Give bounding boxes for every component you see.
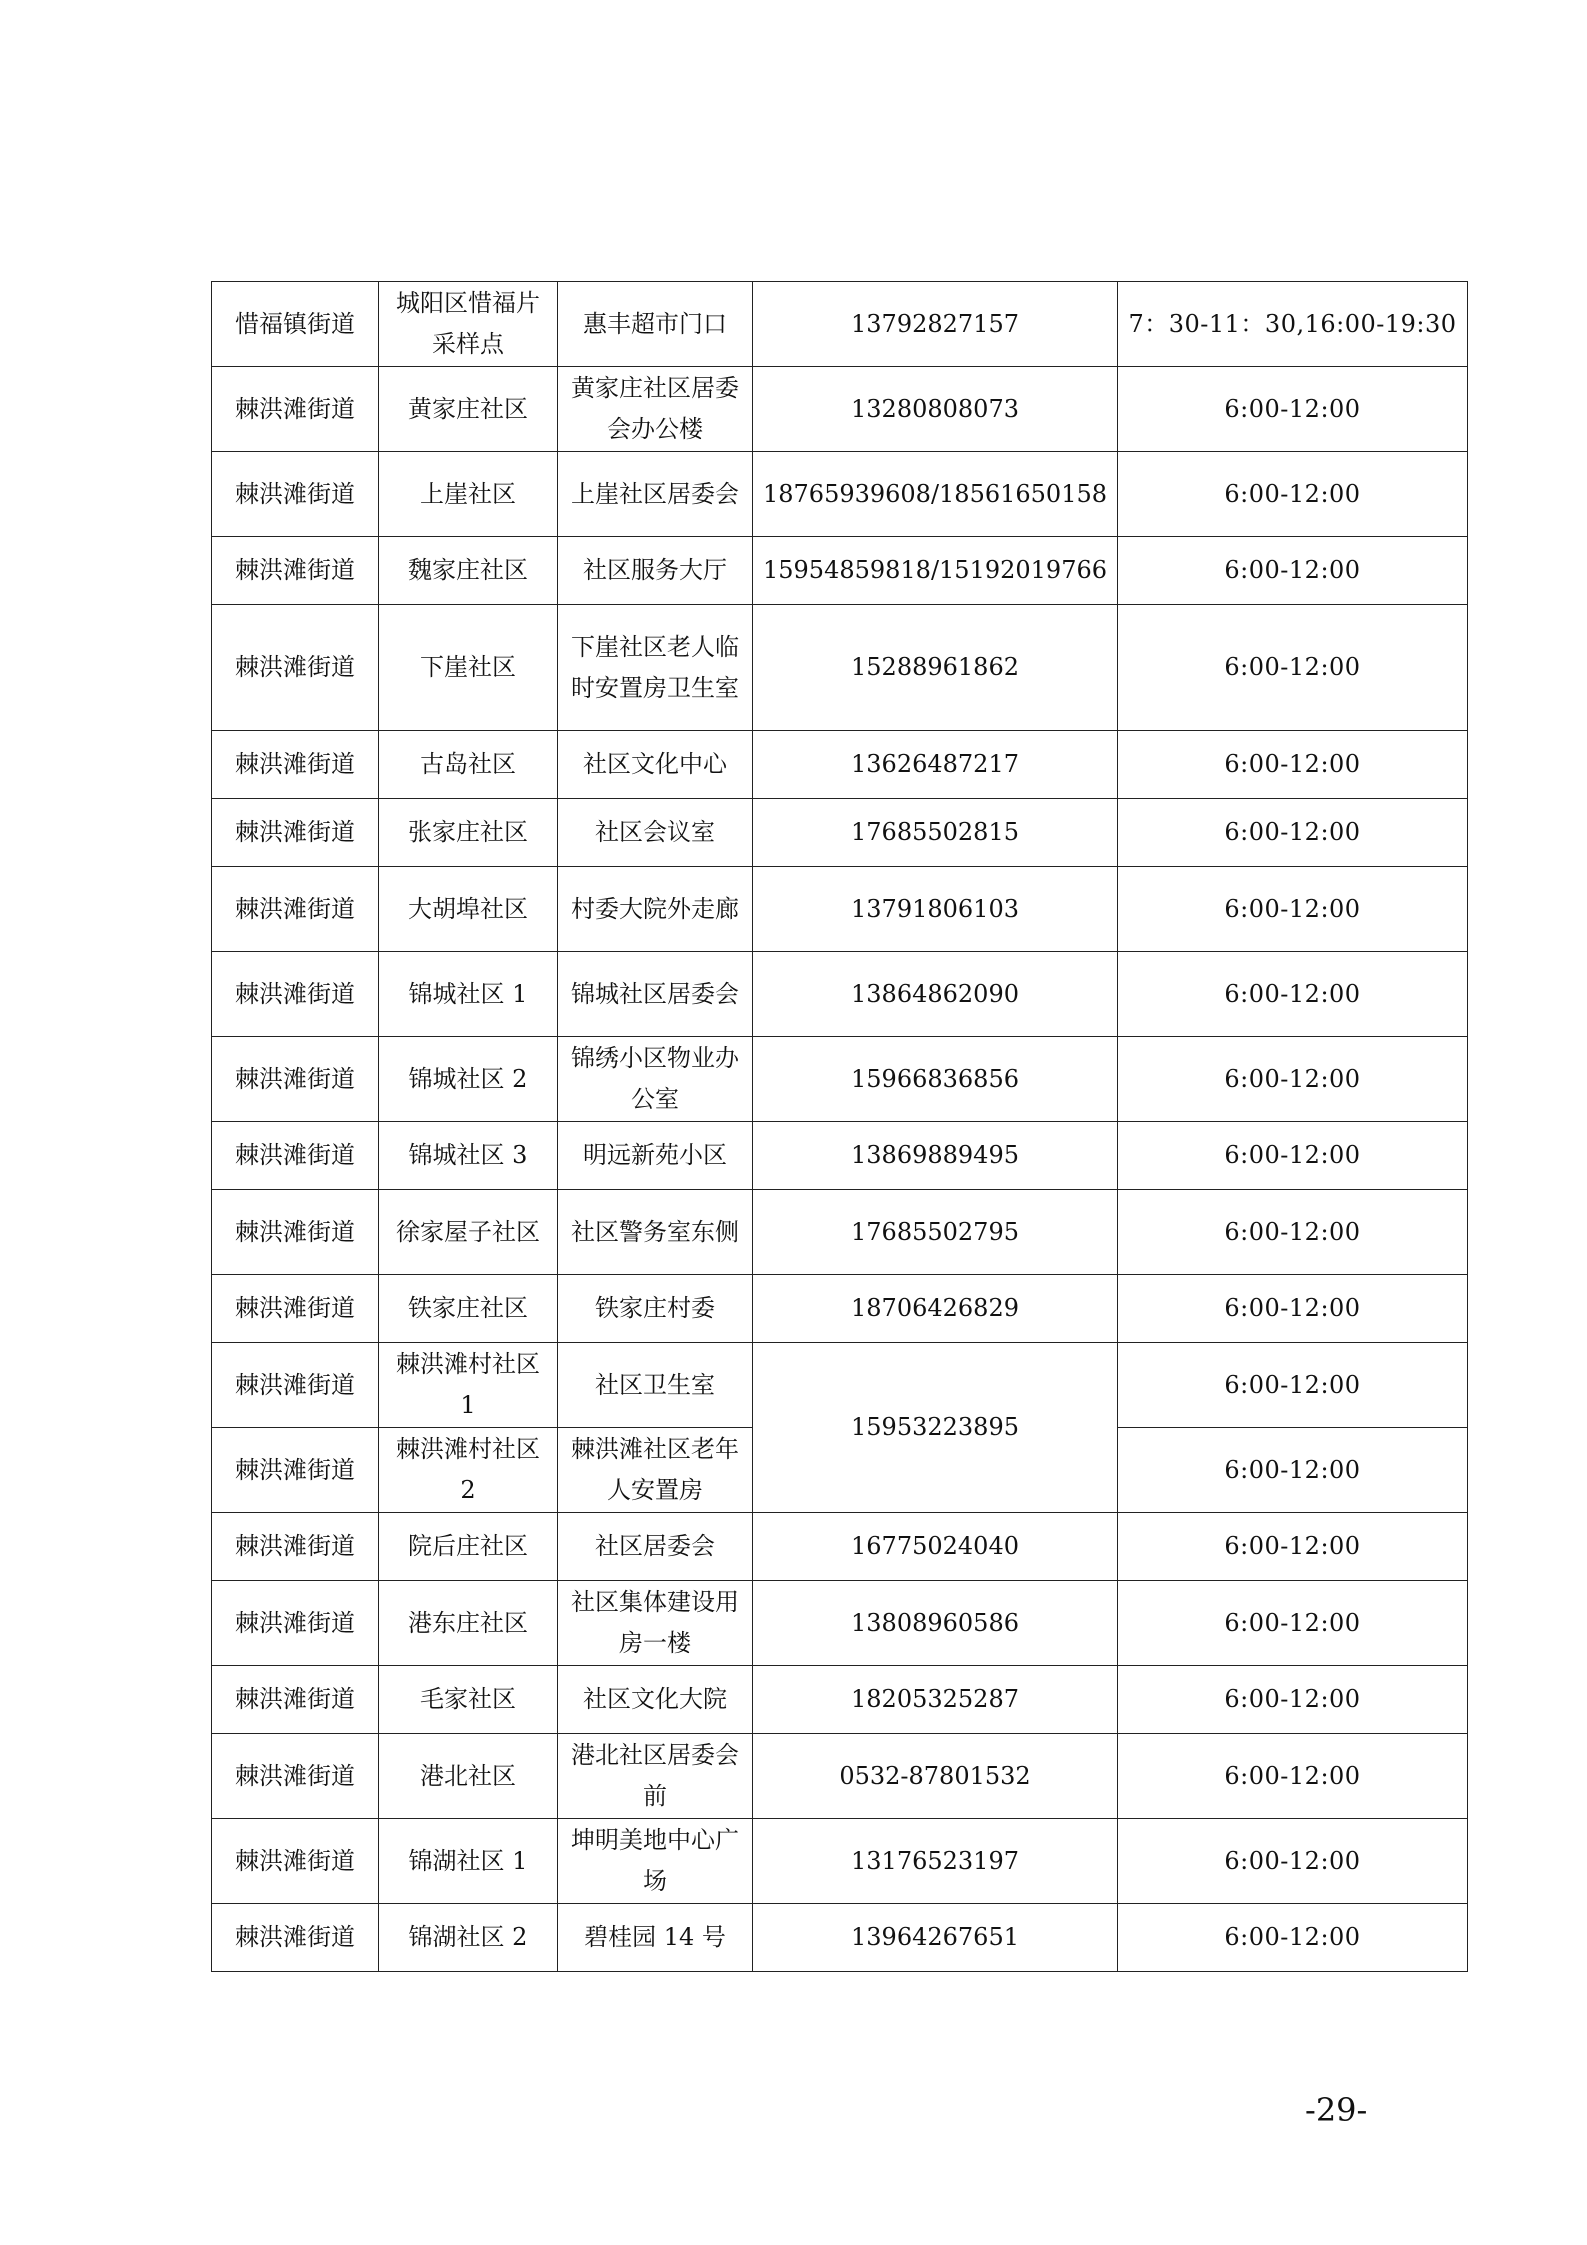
sampling-point-cell: 魏家庄社区	[379, 537, 558, 605]
street-cell: 棘洪滩街道	[212, 1190, 379, 1275]
phone-cell: 15288961862	[753, 605, 1118, 731]
location-cell: 碧桂园 14 号	[558, 1904, 753, 1972]
location-cell: 坤明美地中心广场	[558, 1819, 753, 1904]
location-cell: 社区文化中心	[558, 731, 753, 799]
hours-cell: 6:00-12:00	[1118, 1904, 1468, 1972]
hours-cell: 6:00-12:00	[1118, 1666, 1468, 1734]
table-row	[212, 1581, 1468, 1666]
table-row	[212, 282, 1468, 367]
street-cell: 惜福镇街道	[212, 282, 379, 367]
street-cell: 棘洪滩街道	[212, 1734, 379, 1819]
sampling-sites-table	[211, 281, 1468, 1972]
location-cell: 下崖社区老人临时安置房卫生室	[558, 605, 753, 731]
phone-cell: 15954859818/15192019766	[753, 537, 1118, 605]
sampling-point-cell: 锦城社区 2	[379, 1037, 558, 1122]
hours-cell: 6:00-12:00	[1118, 537, 1468, 605]
sampling-point-cell: 黄家庄社区	[379, 367, 558, 452]
phone-cell: 17685502815	[753, 799, 1118, 867]
table-row	[212, 1904, 1468, 1972]
street-cell: 棘洪滩街道	[212, 867, 379, 952]
phone-cell: 0532-87801532	[753, 1734, 1118, 1819]
location-cell: 上崖社区居委会	[558, 452, 753, 537]
phone-cell: 13864862090	[753, 952, 1118, 1037]
phone-cell: 13792827157	[753, 282, 1118, 367]
page-number: -29-	[1305, 2091, 1368, 2129]
location-cell: 明远新苑小区	[558, 1122, 753, 1190]
table-row	[212, 1343, 1468, 1428]
phone-cell: 13176523197	[753, 1819, 1118, 1904]
hours-cell: 6:00-12:00	[1118, 1190, 1468, 1275]
location-cell: 黄家庄社区居委会办公楼	[558, 367, 753, 452]
street-cell: 棘洪滩街道	[212, 1819, 379, 1904]
phone-cell: 13964267651	[753, 1904, 1118, 1972]
table-row	[212, 1037, 1468, 1122]
sampling-point-cell: 锦城社区 3	[379, 1122, 558, 1190]
hours-cell: 6:00-12:00	[1118, 605, 1468, 731]
sampling-point-cell: 锦湖社区 1	[379, 1819, 558, 1904]
table-row	[212, 1190, 1468, 1275]
location-cell: 社区卫生室	[558, 1343, 753, 1428]
street-cell: 棘洪滩街道	[212, 1581, 379, 1666]
street-cell: 棘洪滩街道	[212, 1513, 379, 1581]
sampling-point-cell: 下崖社区	[379, 605, 558, 731]
street-cell: 棘洪滩街道	[212, 1904, 379, 1972]
hours-cell: 6:00-12:00	[1118, 1734, 1468, 1819]
phone-cell: 13791806103	[753, 867, 1118, 952]
street-cell: 棘洪滩街道	[212, 1343, 379, 1428]
table-row	[212, 367, 1468, 452]
location-cell: 社区文化大院	[558, 1666, 753, 1734]
sampling-point-cell: 棘洪滩村社区 1	[379, 1343, 558, 1428]
hours-cell: 6:00-12:00	[1118, 1513, 1468, 1581]
phone-cell: 18765939608/18561650158	[753, 452, 1118, 537]
street-cell: 棘洪滩街道	[212, 452, 379, 537]
sampling-point-cell: 古岛社区	[379, 731, 558, 799]
table-row	[212, 731, 1468, 799]
street-cell: 棘洪滩街道	[212, 1122, 379, 1190]
table-row	[212, 952, 1468, 1037]
hours-cell: 6:00-12:00	[1118, 452, 1468, 537]
street-cell: 棘洪滩街道	[212, 1666, 379, 1734]
street-cell: 棘洪滩街道	[212, 1428, 379, 1513]
sampling-point-cell: 锦湖社区 2	[379, 1904, 558, 1972]
sampling-point-cell: 港东庄社区	[379, 1581, 558, 1666]
location-cell: 锦绣小区物业办公室	[558, 1037, 753, 1122]
hours-cell: 6:00-12:00	[1118, 1275, 1468, 1343]
location-cell: 社区会议室	[558, 799, 753, 867]
street-cell: 棘洪滩街道	[212, 1037, 379, 1122]
hours-cell: 6:00-12:00	[1118, 1037, 1468, 1122]
sampling-point-cell: 大胡埠社区	[379, 867, 558, 952]
hours-cell: 6:00-12:00	[1118, 1581, 1468, 1666]
hours-cell: 6:00-12:00	[1118, 1819, 1468, 1904]
phone-cell: 18706426829	[753, 1275, 1118, 1343]
phone-cell: 17685502795	[753, 1190, 1118, 1275]
sampling-point-cell: 锦城社区 1	[379, 952, 558, 1037]
sampling-point-cell: 院后庄社区	[379, 1513, 558, 1581]
table-row	[212, 537, 1468, 605]
location-cell: 惠丰超市门口	[558, 282, 753, 367]
location-cell: 社区服务大厅	[558, 537, 753, 605]
location-cell: 村委大院外走廊	[558, 867, 753, 952]
hours-cell: 6:00-12:00	[1118, 1122, 1468, 1190]
table-row	[212, 799, 1468, 867]
hours-cell: 6:00-12:00	[1118, 1428, 1468, 1513]
table-row	[212, 1275, 1468, 1343]
phone-cell-merged: 15953223895	[753, 1343, 1118, 1513]
hours-cell: 6:00-12:00	[1118, 1343, 1468, 1428]
street-cell: 棘洪滩街道	[212, 1275, 379, 1343]
phone-cell: 13808960586	[753, 1581, 1118, 1666]
table-row	[212, 1819, 1468, 1904]
phone-cell: 15966836856	[753, 1037, 1118, 1122]
phone-cell: 16775024040	[753, 1513, 1118, 1581]
location-cell: 棘洪滩社区老年人安置房	[558, 1428, 753, 1513]
table-row	[212, 1734, 1468, 1819]
location-cell: 社区集体建设用房一楼	[558, 1581, 753, 1666]
location-cell: 社区警务室东侧	[558, 1190, 753, 1275]
table-row	[212, 452, 1468, 537]
street-cell: 棘洪滩街道	[212, 605, 379, 731]
location-cell: 铁家庄村委	[558, 1275, 753, 1343]
sampling-point-cell: 城阳区惜福片采样点	[379, 282, 558, 367]
street-cell: 棘洪滩街道	[212, 799, 379, 867]
table-row	[212, 867, 1468, 952]
table-row	[212, 1513, 1468, 1581]
sampling-point-cell: 棘洪滩村社区 2	[379, 1428, 558, 1513]
sampling-point-cell: 张家庄社区	[379, 799, 558, 867]
location-cell: 社区居委会	[558, 1513, 753, 1581]
location-cell: 锦城社区居委会	[558, 952, 753, 1037]
hours-cell: 6:00-12:00	[1118, 731, 1468, 799]
street-cell: 棘洪滩街道	[212, 952, 379, 1037]
hours-cell: 6:00-12:00	[1118, 952, 1468, 1037]
sampling-point-cell: 铁家庄社区	[379, 1275, 558, 1343]
table-row	[212, 1122, 1468, 1190]
phone-cell: 13626487217	[753, 731, 1118, 799]
sampling-point-cell: 毛家社区	[379, 1666, 558, 1734]
hours-cell: 6:00-12:00	[1118, 799, 1468, 867]
table-body	[212, 282, 1468, 1972]
sampling-point-cell: 港北社区	[379, 1734, 558, 1819]
table-row	[212, 1666, 1468, 1734]
phone-cell: 13869889495	[753, 1122, 1118, 1190]
street-cell: 棘洪滩街道	[212, 537, 379, 605]
sampling-point-cell: 徐家屋子社区	[379, 1190, 558, 1275]
hours-cell: 7：30-11：30,16:00-19:30	[1118, 282, 1468, 367]
phone-cell: 13280808073	[753, 367, 1118, 452]
table-row	[212, 605, 1468, 731]
street-cell: 棘洪滩街道	[212, 731, 379, 799]
hours-cell: 6:00-12:00	[1118, 867, 1468, 952]
location-cell: 港北社区居委会前	[558, 1734, 753, 1819]
hours-cell: 6:00-12:00	[1118, 367, 1468, 452]
sampling-point-cell: 上崖社区	[379, 452, 558, 537]
street-cell: 棘洪滩街道	[212, 367, 379, 452]
phone-cell: 18205325287	[753, 1666, 1118, 1734]
